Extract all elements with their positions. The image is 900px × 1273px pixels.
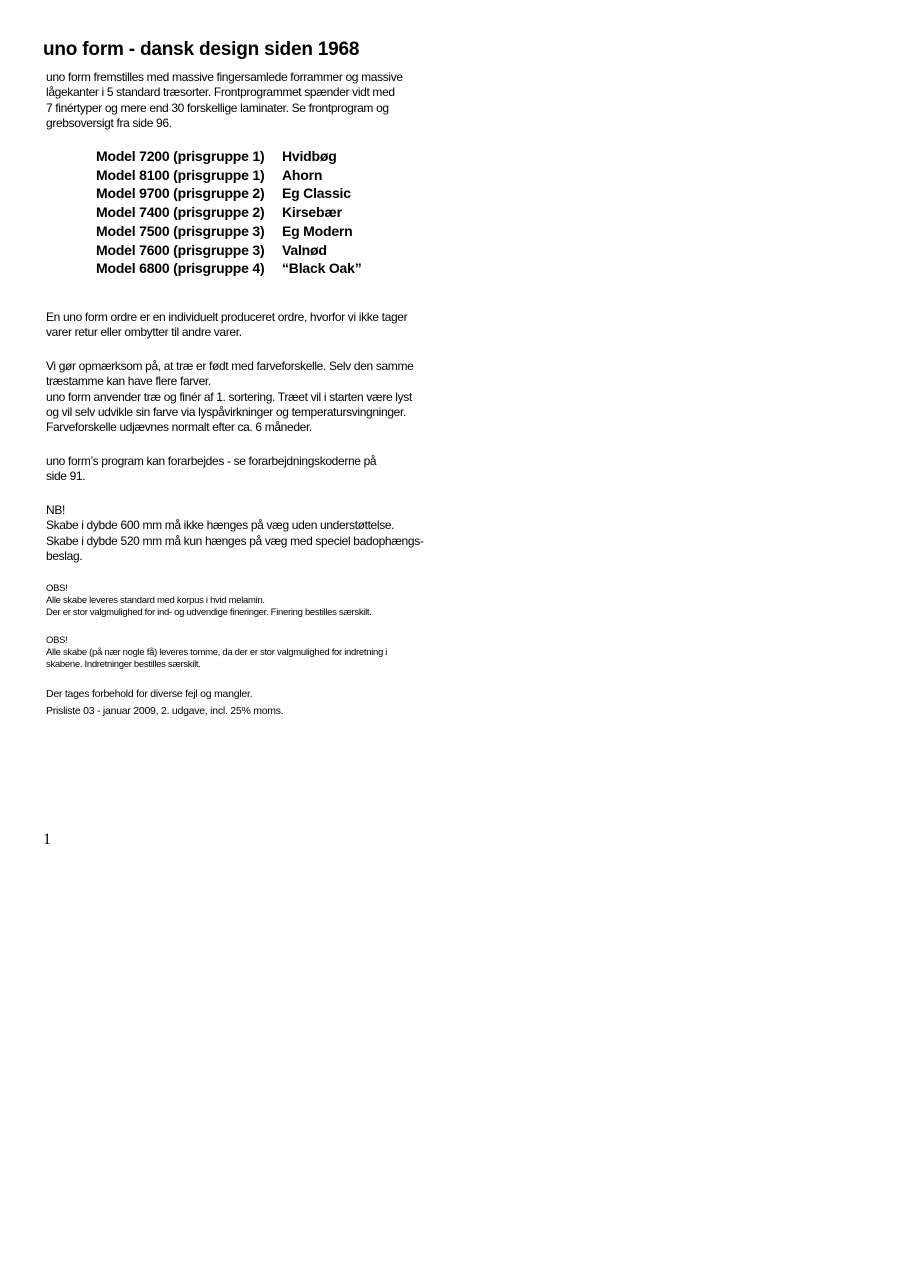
program-note-line: uno form’s program kan forarbejdes - se forarbejdningskoderne på <box>46 454 377 468</box>
page-number: 1 <box>43 831 51 848</box>
obs-note-1 <box>46 583 446 619</box>
wood-note-line: og vil selv udvikle sin farve via lyspåvirkninger og temperatursvingninger. <box>46 404 406 419</box>
wood-note-line: Vi gør opmærksom på, at træ er født med farveforskelle. Selv den samme <box>46 359 414 373</box>
obs-note-line: Alle skabe (på nær nogle få) leveres tomme, da der er stor valgmulighed for indretning i <box>46 647 388 658</box>
model-row <box>96 184 362 203</box>
nb-note-line: Skabe i dybde 520 mm må kun hænges på væg med speciel badophængs- <box>46 533 424 548</box>
model-name: Model 7200 (prisgruppe 1) <box>96 148 265 164</box>
intro-line: uno form fremstilles med massive fingersamlede forrammer og massive <box>46 70 403 84</box>
intro-line: lågekanter i 5 standard træsorter. Frontprogrammet spænder vidt med <box>46 85 395 100</box>
model-row <box>96 222 362 241</box>
model-wood: Valnød <box>282 241 327 258</box>
nb-note-line: Skabe i dybde 600 mm må ikke hænges på væg uden understøttelse. <box>46 518 395 533</box>
order-note-paragraph <box>46 310 426 341</box>
obs-note-line: OBS! <box>46 583 68 594</box>
model-row <box>96 147 362 166</box>
obs-note-2 <box>46 635 446 671</box>
obs-note-line: Alle skabe leveres standard med korpus i hvid melamin. <box>46 595 265 606</box>
page-title: uno form - dansk design siden 1968 <box>43 39 360 60</box>
model-row <box>96 241 362 260</box>
wood-note-line: træstamme kan have flere farver. <box>46 374 211 389</box>
model-wood: “Black Oak” <box>282 260 362 277</box>
model-wood: Kirsebær <box>282 204 342 221</box>
nb-note-line: beslag. <box>46 548 83 563</box>
model-wood: Eg Classic <box>282 185 351 202</box>
disclaimer: Der tages forbehold for diverse fejl og mangler. <box>46 688 253 700</box>
wood-note-line: uno form anvender træ og finér af 1. sortering. Træet vil i starten være lyst <box>46 389 412 404</box>
model-row <box>96 166 362 185</box>
nb-note-line: NB! <box>46 503 65 517</box>
obs-note-line: OBS! <box>46 635 68 646</box>
model-wood: Ahorn <box>282 166 323 183</box>
intro-line: 7 finértyper og mere end 30 forskellige laminater. Se frontprogram og <box>46 100 389 115</box>
intro-line: grebsoversigt fra side 96. <box>46 115 172 130</box>
model-name: Model 7600 (prisgruppe 3) <box>96 241 265 258</box>
obs-note-line: skabene. Indretninger bestilles særskilt. <box>46 659 201 670</box>
order-note-line: varer retur eller ombytter til andre varer. <box>46 325 242 340</box>
order-note-line: En uno form ordre er en individuelt produceret ordre, hvorfor vi ikke tager <box>46 310 408 324</box>
program-note-paragraph <box>46 454 426 485</box>
model-wood: Hvidbøg <box>282 148 337 164</box>
model-name: Model 7500 (prisgruppe 3) <box>96 222 265 239</box>
nb-note-paragraph <box>46 503 426 564</box>
obs-note-line: Der er stor valgmulighed for ind- og udvendige fineringer. Finering bestilles særskilt. <box>46 607 372 618</box>
intro-paragraph <box>46 70 426 131</box>
model-row <box>96 259 362 278</box>
wood-note-line: Farveforskelle udjævnes normalt efter ca. 6 måneder. <box>46 420 312 435</box>
model-name: Model 7400 (prisgruppe 2) <box>96 204 265 221</box>
model-name: Model 9700 (prisgruppe 2) <box>96 185 265 202</box>
model-name: Model 8100 (prisgruppe 1) <box>96 166 265 183</box>
model-name: Model 6800 (prisgruppe 4) <box>96 260 265 277</box>
model-row <box>96 203 362 222</box>
price-list-edition: Prisliste 03 - januar 2009, 2. udgave, incl. 25% moms. <box>46 705 284 717</box>
wood-note-paragraph <box>46 359 426 435</box>
model-list <box>96 147 362 278</box>
program-note-line: side 91. <box>46 469 86 484</box>
model-wood: Eg Modern <box>282 222 353 239</box>
